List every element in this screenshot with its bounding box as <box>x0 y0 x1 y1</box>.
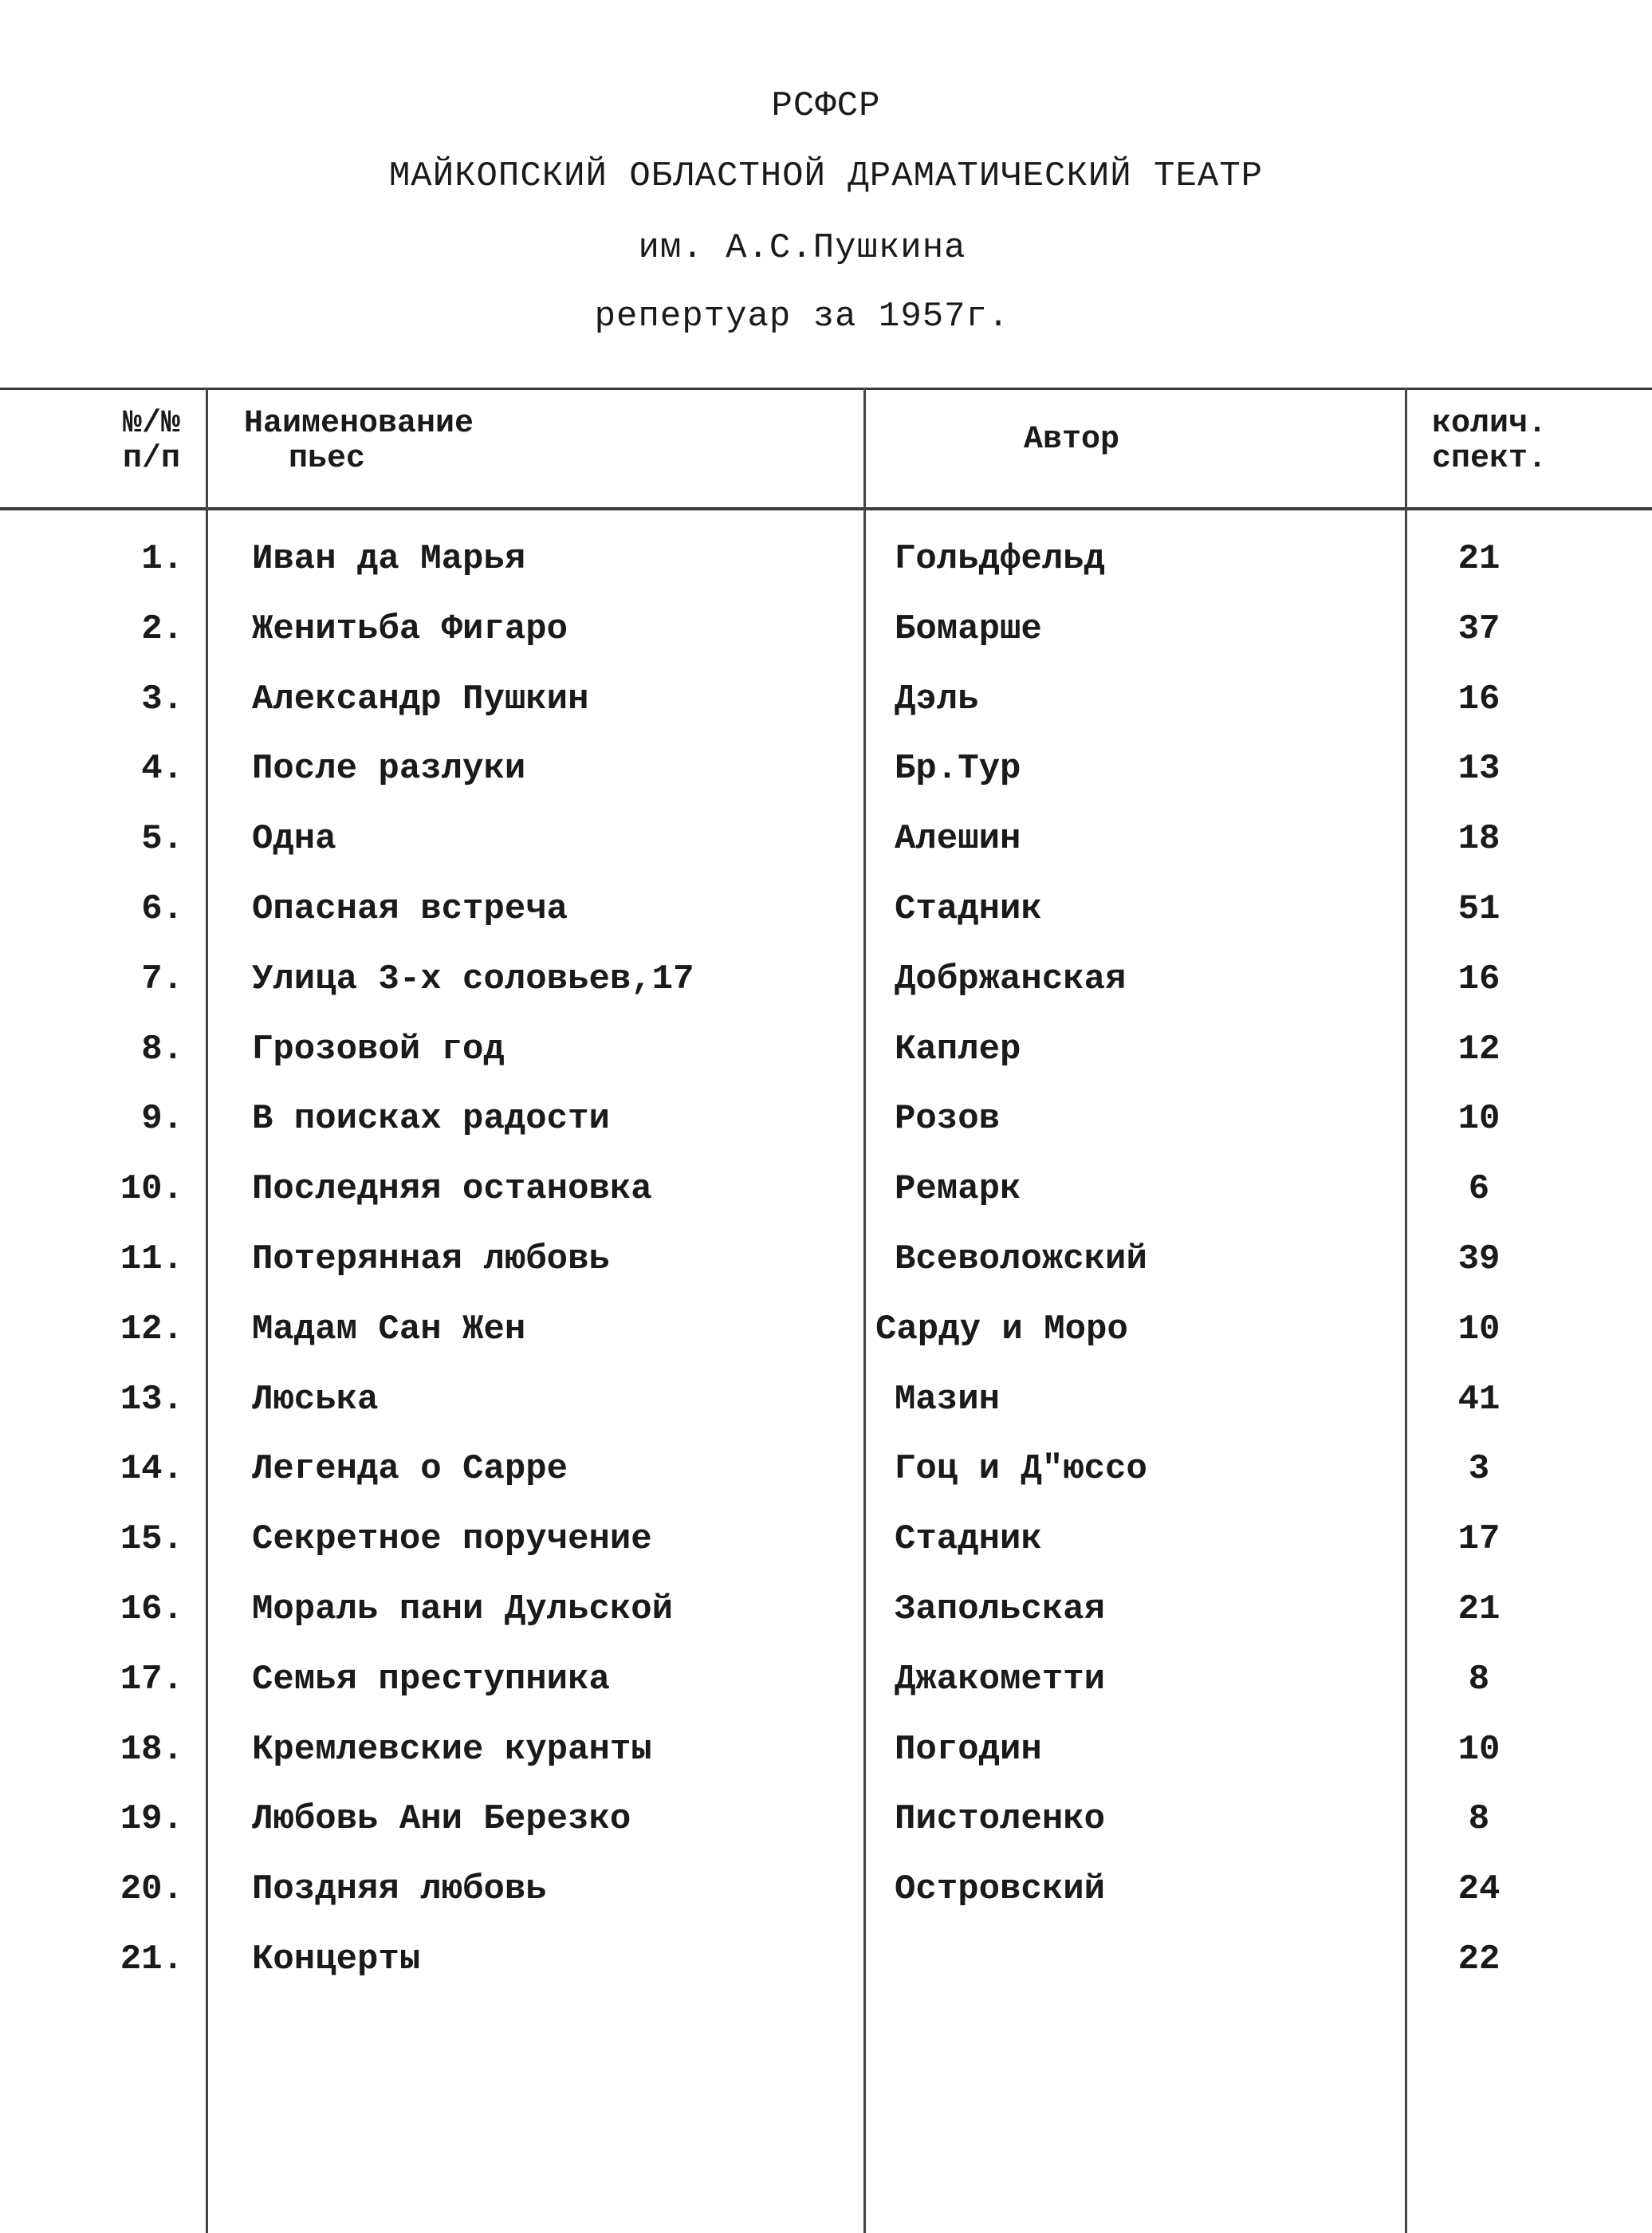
performance-count: 22 <box>1457 1940 1501 1979</box>
play-author: Каплер <box>895 1029 1021 1069</box>
play-title: Поздняя любовь <box>252 1869 547 1910</box>
play-title: В поисках радости <box>252 1099 610 1140</box>
row-number: 8. <box>141 1029 183 1069</box>
play-author: Погодин <box>895 1729 1042 1770</box>
play-title: Иван да Марья <box>252 539 526 579</box>
table-row <box>0 679 1652 750</box>
table-row <box>0 1239 1652 1309</box>
row-number: 4. <box>141 749 183 790</box>
play-author: Джакометти <box>895 1659 1106 1699</box>
performance-count: 6 <box>1468 1169 1490 1210</box>
row-number: 14. <box>120 1449 183 1490</box>
play-title: Концерты <box>252 1940 421 1979</box>
performance-count: 37 <box>1457 608 1501 649</box>
table-row <box>0 1309 1652 1380</box>
performance-count: 51 <box>1457 889 1501 929</box>
play-title: Александр Пушкин <box>252 679 589 719</box>
table-row <box>0 1030 1652 1100</box>
row-number: 1. <box>141 539 183 579</box>
row-number: 20. <box>120 1869 183 1910</box>
performance-count: 8 <box>1468 1799 1490 1840</box>
table-row <box>0 1589 1652 1660</box>
play-title: Семья преступника <box>252 1659 610 1699</box>
play-author: Розов <box>895 1099 1001 1140</box>
performance-count: 10 <box>1457 1729 1501 1770</box>
play-author: Ремарк <box>895 1169 1021 1210</box>
performance-count: 10 <box>1457 1309 1501 1349</box>
performance-count: 16 <box>1457 679 1501 719</box>
play-author: Алешин <box>895 819 1021 860</box>
performance-count: 10 <box>1457 1099 1501 1140</box>
play-title: Секретное поручение <box>252 1519 652 1560</box>
row-number: 16. <box>120 1589 183 1629</box>
row-number: 17. <box>120 1659 183 1699</box>
row-number: 5. <box>141 819 183 860</box>
performance-count: 12 <box>1457 1029 1501 1069</box>
play-title: Улица 3-х соловьев,17 <box>252 959 694 999</box>
play-author: Добржанская <box>895 959 1127 999</box>
row-number: 3. <box>141 679 183 719</box>
play-title: Любовь Ани Березко <box>252 1799 631 1840</box>
play-author: Бр.Тур <box>895 749 1021 790</box>
table-row <box>0 1380 1652 1450</box>
performance-count: 13 <box>1457 749 1501 790</box>
performance-count: 24 <box>1457 1869 1501 1910</box>
play-title: Мадам Сан Жен <box>252 1309 526 1349</box>
table-row <box>0 1519 1652 1589</box>
performance-count: 18 <box>1457 819 1501 860</box>
table-row <box>0 539 1652 609</box>
play-author: Запольская <box>895 1589 1106 1629</box>
play-author: Мазин <box>895 1379 1001 1420</box>
row-number: 7. <box>141 959 183 999</box>
table-row <box>0 1449 1652 1519</box>
performance-count: 16 <box>1457 959 1501 999</box>
table-row <box>0 1799 1652 1869</box>
row-number: 10. <box>120 1169 183 1210</box>
header-country: РСФСР <box>771 86 881 126</box>
play-title: Мораль пани Дульской <box>252 1589 674 1629</box>
play-author: Сарду и Моро <box>875 1309 1128 1349</box>
table-row <box>0 609 1652 679</box>
column-header-author: Автор <box>1024 422 1120 458</box>
performance-count: 21 <box>1457 539 1501 579</box>
play-author: Дэль <box>895 679 979 719</box>
row-number: 12. <box>120 1309 183 1349</box>
table-row <box>0 749 1652 819</box>
row-number: 13. <box>120 1379 183 1420</box>
table-row <box>0 819 1652 889</box>
play-title: Люська <box>252 1379 379 1420</box>
row-number: 2. <box>141 608 183 649</box>
row-number: 21. <box>120 1940 183 1979</box>
play-author: Всеволожский <box>895 1239 1147 1279</box>
header-theatre-name: МАЙКОПСКИЙ ОБЛАСТНОЙ ДРАМАТИЧЕСКИЙ ТЕАТР <box>388 156 1264 196</box>
play-author: Стадник <box>895 889 1042 929</box>
performance-count: 3 <box>1468 1449 1490 1490</box>
row-number: 18. <box>120 1729 183 1770</box>
row-number: 9. <box>141 1099 183 1140</box>
header-repertoire-year: репертуар за 1957г. <box>594 297 1010 337</box>
row-number: 6. <box>141 889 183 929</box>
play-author: Пистоленко <box>895 1799 1106 1840</box>
table-row <box>0 1169 1652 1239</box>
play-title: Одна <box>252 819 336 860</box>
play-title: Опасная встреча <box>252 889 568 929</box>
row-number: 19. <box>120 1799 183 1840</box>
row-number: 15. <box>120 1519 183 1560</box>
performance-count: 17 <box>1457 1519 1501 1560</box>
play-title: Последняя остановка <box>252 1169 652 1210</box>
table-row <box>0 1099 1652 1169</box>
play-title: Кремлевские куранты <box>252 1729 652 1770</box>
table-row <box>0 1730 1652 1800</box>
table-row <box>0 1940 1652 2010</box>
play-author: Островский <box>895 1869 1106 1910</box>
column-header-number: №/№ п/п <box>122 406 180 477</box>
play-author: Гольдфельд <box>895 539 1106 579</box>
performance-count: 39 <box>1457 1239 1501 1279</box>
column-header-count: колич. спект. <box>1432 406 1548 477</box>
play-author: Гоц и Д"юссо <box>895 1449 1147 1490</box>
play-title: После разлуки <box>252 749 526 790</box>
header-theatre-honorific: им. А.С.Пушкина <box>638 228 966 268</box>
play-title: Женитьба Фигаро <box>252 608 568 649</box>
table-row <box>0 889 1652 959</box>
performance-count: 41 <box>1457 1379 1501 1420</box>
performance-count: 8 <box>1468 1659 1490 1699</box>
table-row <box>0 959 1652 1030</box>
row-number: 11. <box>120 1239 183 1279</box>
play-author: Стадник <box>895 1519 1042 1560</box>
table-row <box>0 1660 1652 1730</box>
performance-count: 21 <box>1457 1589 1501 1629</box>
play-author: Бомарше <box>895 608 1042 649</box>
table-row <box>0 1869 1652 1940</box>
column-header-title: Наименование пьес <box>244 406 474 477</box>
play-title: Потерянная любовь <box>252 1239 610 1279</box>
play-title: Грозовой год <box>252 1029 505 1069</box>
play-title: Легенда о Сарре <box>252 1449 568 1490</box>
